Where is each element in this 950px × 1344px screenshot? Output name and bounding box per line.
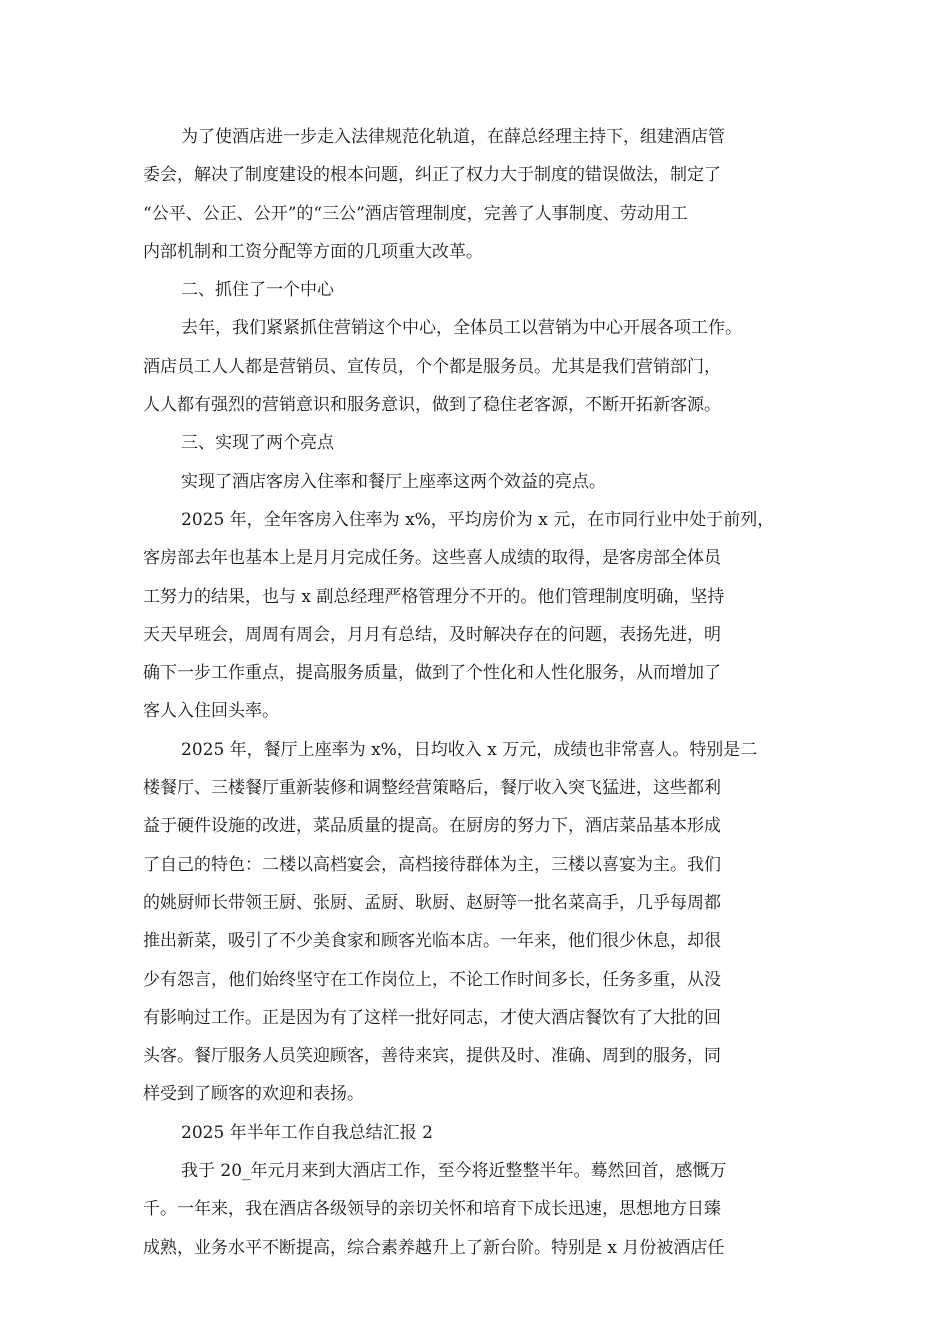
text-line: 有影响过工作。正是因为有了这样一批好同志，才使大酒店餐饮有了大批的回 bbox=[143, 1007, 721, 1028]
text-line: “公平、公正、公开”的“三公”酒店管理制度，完善了人事制度、劳动用工 bbox=[143, 203, 688, 224]
text-line: 工努力的结果，也与 x 副总经理严格管理分不开的。他们管理制度明确，坚持 bbox=[143, 586, 725, 607]
text-line: 2025 年，餐厅上座率为 x%，日均收入 x 万元，成绩也非常喜人。特别是二 bbox=[181, 739, 758, 760]
text-line: 样受到了顾客的欢迎和表扬。 bbox=[143, 1084, 364, 1105]
text-line: 少有怨言，他们始终坚守在工作岗位上，不论工作时间多长，任务多重，从没 bbox=[143, 969, 721, 990]
text-line: 益于硬件设施的改进，菜品质量的提高。在厨房的努力下，酒店菜品基本形成 bbox=[143, 816, 721, 837]
text-line: 楼餐厅、三楼餐厅重新装修和调整经营策略后，餐厅收入突飞猛进，这些都利 bbox=[143, 778, 721, 799]
text-line: 2025 年，全年客房入住率为 x%，平均房价为 x 元，在市同行业中处于前列， bbox=[181, 509, 775, 530]
text-line: 2025 年半年工作自我总结汇报 2 bbox=[181, 1122, 433, 1143]
text-line: 客人入住回头率。 bbox=[143, 701, 279, 722]
text-line: 去年，我们紧紧抓住营销这个中心，全体员工以营销为中心开展各项工作。 bbox=[181, 318, 742, 339]
text-line: 实现了酒店客房入住率和餐厅上座率这两个效益的亮点。 bbox=[181, 471, 606, 492]
text-line: 二、抓住了一个中心 bbox=[181, 280, 334, 301]
text-line: 推出新菜，吸引了不少美食家和顾客光临本店。一年来，他们很少休息，却很 bbox=[143, 931, 721, 952]
text-line: 酒店员工人人都是营销员、宣传员，个个都是服务员。尤其是我们营销部门， bbox=[143, 356, 721, 377]
text-line: 千。一年来，我在酒店各级领导的亲切关怀和培育下成长迅速，思想地方日臻 bbox=[143, 1199, 721, 1220]
text-line: 内部机制和工资分配等方面的几项重大改革。 bbox=[143, 241, 483, 262]
text-line: 委会，解决了制度建设的根本问题，纠正了权力大于制度的错误做法，制定了 bbox=[143, 165, 721, 186]
text-line: 为了使酒店进一步走入法律规范化轨道，在薛总经理主持下，组建酒店管 bbox=[181, 127, 725, 147]
document-body bbox=[143, 118, 808, 1267]
text-line: 客房部去年也基本上是月月完成任务。这些喜人成绩的取得，是客房部全体员 bbox=[143, 548, 721, 569]
text-line: 的姚厨师长带领王厨、张厨、孟厨、耿厨、赵厨等一批名菜高手，几乎每周都 bbox=[143, 892, 721, 913]
text-line: 头客。餐厅服务人员笑迎顾客，善待来宾，提供及时、准确、周到的服务，同 bbox=[143, 1046, 721, 1067]
text-line: 确下一步工作重点，提高服务质量，做到了个性化和人性化服务，从而增加了 bbox=[143, 663, 721, 684]
text-line: 人人都有强烈的营销意识和服务意识，做到了稳住老客源，不断开拓新客源。 bbox=[143, 395, 721, 416]
text-line: 了自己的特色：二楼以高档宴会，高档接待群体为主，三楼以喜宴为主。我们 bbox=[143, 854, 721, 875]
text-line: 成熟，业务水平不断提高，综合素养越升上了新台阶。特别是 x 月份被酒店任 bbox=[143, 1237, 725, 1258]
text-line: 天天早班会，周周有周会，月月有总结，及时解决存在的问题，表扬先进，明 bbox=[143, 624, 721, 645]
text-line: 我于 20_年元月来到大酒店工作，至今将近整整半年。蓦然回首，感慨万 bbox=[181, 1161, 727, 1182]
text-line: 三、实现了两个亮点 bbox=[181, 433, 334, 454]
